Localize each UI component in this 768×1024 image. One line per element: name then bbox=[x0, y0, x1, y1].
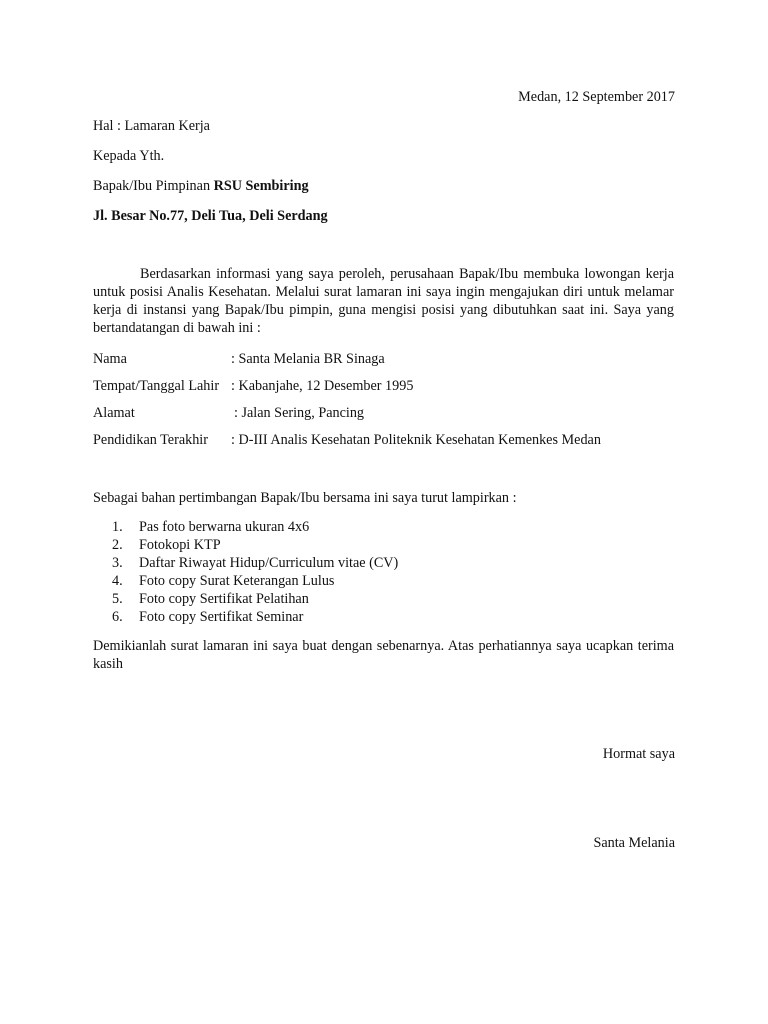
closing-paragraph: Demikianlah surat lamaran ini saya buat dengan sebenarnya. Atas perhatiannya saya ucapkan terima kasih bbox=[93, 638, 674, 672]
list-item bbox=[112, 608, 398, 626]
list-item bbox=[112, 554, 398, 572]
letter-date: Medan, 12 September 2017 bbox=[518, 89, 675, 105]
intro-paragraph: Berdasarkan informasi yang saya peroleh, perusahaan Bapak/Ibu membuka lowongan kerja untuk posisi Analis Kesehatan. Melalui surat lamaran ini saya ingin mengajukan diri untuk melamar kerja di instansi yang Bapak/Ibu pimpin, guna mengisi posisi yang dibutuhkan saat ini. Saya yang bertandatangan di bawah ini : bbox=[93, 266, 674, 336]
list-item-text: Foto copy Surat Keterangan Lulus bbox=[139, 573, 335, 589]
list-item-number: 2. bbox=[112, 537, 123, 553]
list-item-number: 4. bbox=[112, 573, 123, 589]
recipient-organization: RSU Sembiring bbox=[213, 178, 309, 194]
list-item bbox=[112, 518, 398, 536]
regards-line: Hormat saya bbox=[602, 746, 675, 762]
field-value-address: : Jalan Sering, Pancing bbox=[234, 405, 365, 421]
letter-subject: Hal : Lamaran Kerja bbox=[93, 118, 210, 134]
field-label-name: Nama bbox=[93, 351, 127, 367]
attachments-list bbox=[112, 518, 398, 626]
list-item-text: Fotokopi KTP bbox=[139, 537, 221, 553]
field-value-birth: : Kabanjahe, 12 Desember 1995 bbox=[231, 378, 414, 394]
attachments-intro: Sebagai bahan pertimbangan Bapak/Ibu bersama ini saya turut lampirkan : bbox=[93, 490, 517, 506]
letter-greeting: Kepada Yth. bbox=[93, 148, 165, 164]
recipient-address: Jl. Besar No.77, Deli Tua, Deli Serdang bbox=[93, 208, 328, 224]
field-value-name: : Santa Melania BR Sinaga bbox=[231, 351, 385, 367]
recipient-line bbox=[93, 177, 309, 195]
list-item-number: 3. bbox=[112, 555, 123, 571]
list-item-text: Foto copy Sertifikat Pelatihan bbox=[139, 591, 309, 607]
signer-name: Santa Melania bbox=[593, 835, 675, 851]
field-label-education: Pendidikan Terakhir bbox=[93, 432, 208, 448]
list-item-text: Daftar Riwayat Hidup/Curriculum vitae (CV) bbox=[139, 555, 399, 571]
field-value-education: : D-III Analis Kesehatan Politeknik Kesehatan Kemenkes Medan bbox=[231, 432, 601, 448]
field-label-birth: Tempat/Tanggal Lahir bbox=[93, 378, 220, 394]
list-item bbox=[112, 572, 398, 590]
list-item-text: Pas foto berwarna ukuran 4x6 bbox=[139, 519, 310, 535]
list-item-number: 1. bbox=[112, 519, 123, 535]
list-item bbox=[112, 536, 398, 554]
list-item-number: 5. bbox=[112, 591, 123, 607]
list-item-text: Foto copy Sertifikat Seminar bbox=[139, 609, 304, 625]
recipient-prefix: Bapak/Ibu Pimpinan bbox=[93, 178, 214, 194]
list-item-number: 6. bbox=[112, 609, 123, 625]
field-label-address: Alamat bbox=[93, 405, 135, 421]
list-item bbox=[112, 590, 398, 608]
